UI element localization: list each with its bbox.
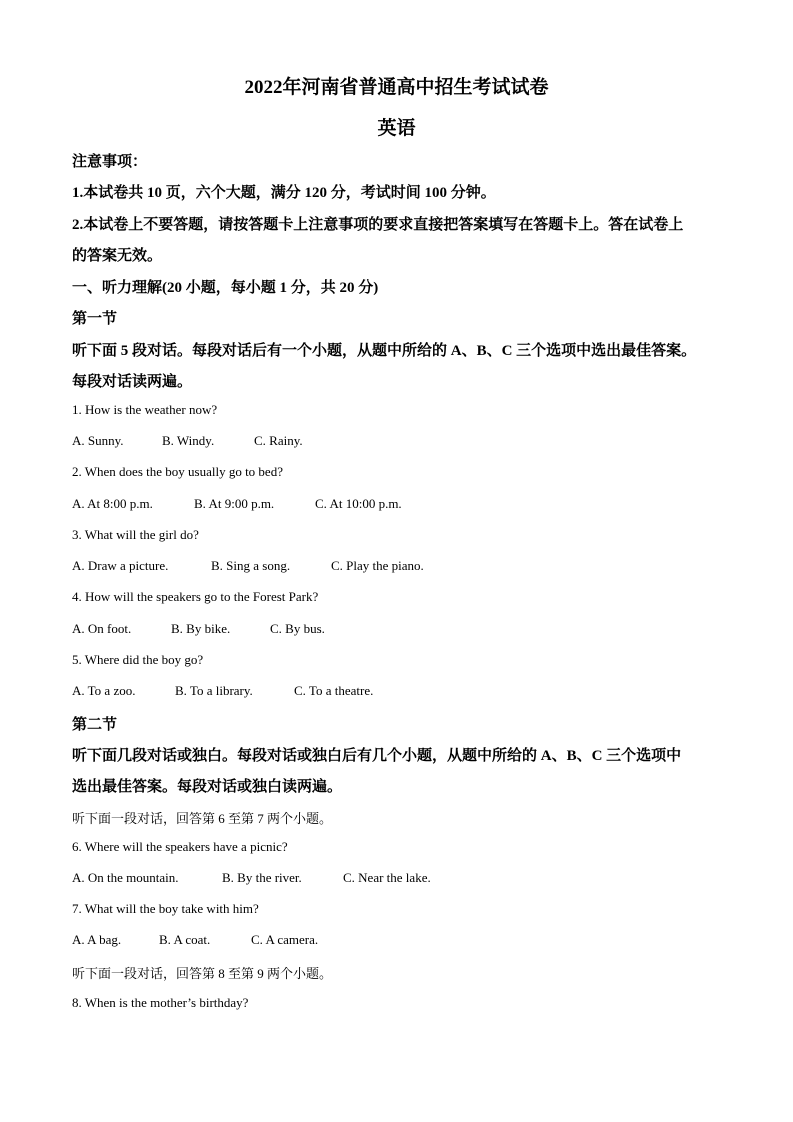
question-3: 3. What will the girl do? — [72, 527, 199, 542]
option-c: C. Rainy. — [254, 433, 303, 448]
option-a: A. A bag. — [72, 932, 122, 947]
part1-instruction-line-1: 听下面 5 段对话。每段对话后有一个小题，从题中所给的 A、B、C 三个选项中选出最佳答案。 — [72, 343, 697, 359]
option-c: C. To a theatre. — [294, 683, 374, 698]
question-6-options — [72, 870, 431, 886]
subject-title: 英语 — [377, 118, 416, 139]
page-title: 2022年河南省普通高中招生考试试卷 — [244, 77, 549, 98]
question-2-options — [72, 496, 402, 512]
option-c: C. Play the piano. — [331, 558, 424, 573]
option-a: A. On the mountain. — [72, 870, 179, 885]
question-8: 8. When is the mother’s birthday? — [72, 995, 249, 1010]
option-b: B. By bike. — [171, 621, 231, 636]
question-5-options — [72, 683, 373, 699]
question-1: 1. How is the weather now? — [72, 402, 218, 417]
part2-heading: 第二节 — [72, 717, 118, 733]
option-a: A. On foot. — [72, 621, 132, 636]
group-2-note: 听下面一段对话，回答第 8 至第 9 两个小题。 — [72, 966, 333, 981]
notice-heading: 注意事项： — [72, 154, 148, 170]
part1-heading: 第一节 — [72, 311, 118, 327]
option-b: B. To a library. — [175, 683, 253, 698]
option-c: C. A camera. — [251, 932, 319, 947]
question-5: 5. Where did the boy go? — [72, 652, 204, 667]
notice-item-1: 1.本试卷共 10 页，六个大题，满分 120 分，考试时间 100 分钟。 — [72, 185, 496, 201]
part1-instruction-line-2: 每段对话读两遍。 — [72, 374, 193, 390]
option-b: B. Sing a song. — [211, 558, 291, 573]
option-a: A. At 8:00 p.m. — [72, 496, 153, 511]
option-a: A. Draw a picture. — [72, 558, 169, 573]
question-1-options — [72, 433, 303, 449]
option-b: B. By the river. — [222, 870, 302, 885]
option-c: C. By bus. — [270, 621, 325, 636]
option-a: A. Sunny. — [72, 433, 124, 448]
notice-item-2-line-1: 2.本试卷上不要答题，请按答题卡上注意事项的要求直接把答案填写在答题卡上。答在试卷上 — [72, 217, 684, 233]
question-7: 7. What will the boy take with him? — [72, 901, 259, 916]
question-6: 6. Where will the speakers have a picnic? — [72, 839, 288, 854]
option-b: B. At 9:00 p.m. — [194, 496, 275, 511]
question-3-options — [72, 558, 424, 574]
question-4: 4. How will the speakers go to the Forest Park? — [72, 589, 319, 604]
option-c: C. Near the lake. — [343, 870, 431, 885]
option-a: A. To a zoo. — [72, 683, 136, 698]
part2-instruction-line-2: 选出最佳答案。每段对话或独白读两遍。 — [72, 779, 343, 795]
question-2: 2. When does the boy usually go to bed? — [72, 464, 283, 479]
option-c: C. At 10:00 p.m. — [315, 496, 402, 511]
notice-item-2-line-2: 的答案无效。 — [72, 248, 163, 264]
group-1-note: 听下面一段对话，回答第 6 至第 7 两个小题。 — [72, 811, 333, 826]
section1-heading: 一、听力理解(20 小题，每小题 1 分，共 20 分) — [72, 280, 379, 296]
part2-instruction-line-1: 听下面几段对话或独白。每段对话或独白后有几个小题，从题中所给的 A、B、C 三个选项中 — [72, 748, 682, 764]
question-4-options — [72, 621, 325, 637]
question-7-options — [72, 932, 318, 948]
option-b: B. Windy. — [162, 433, 215, 448]
option-b: B. A coat. — [159, 932, 211, 947]
